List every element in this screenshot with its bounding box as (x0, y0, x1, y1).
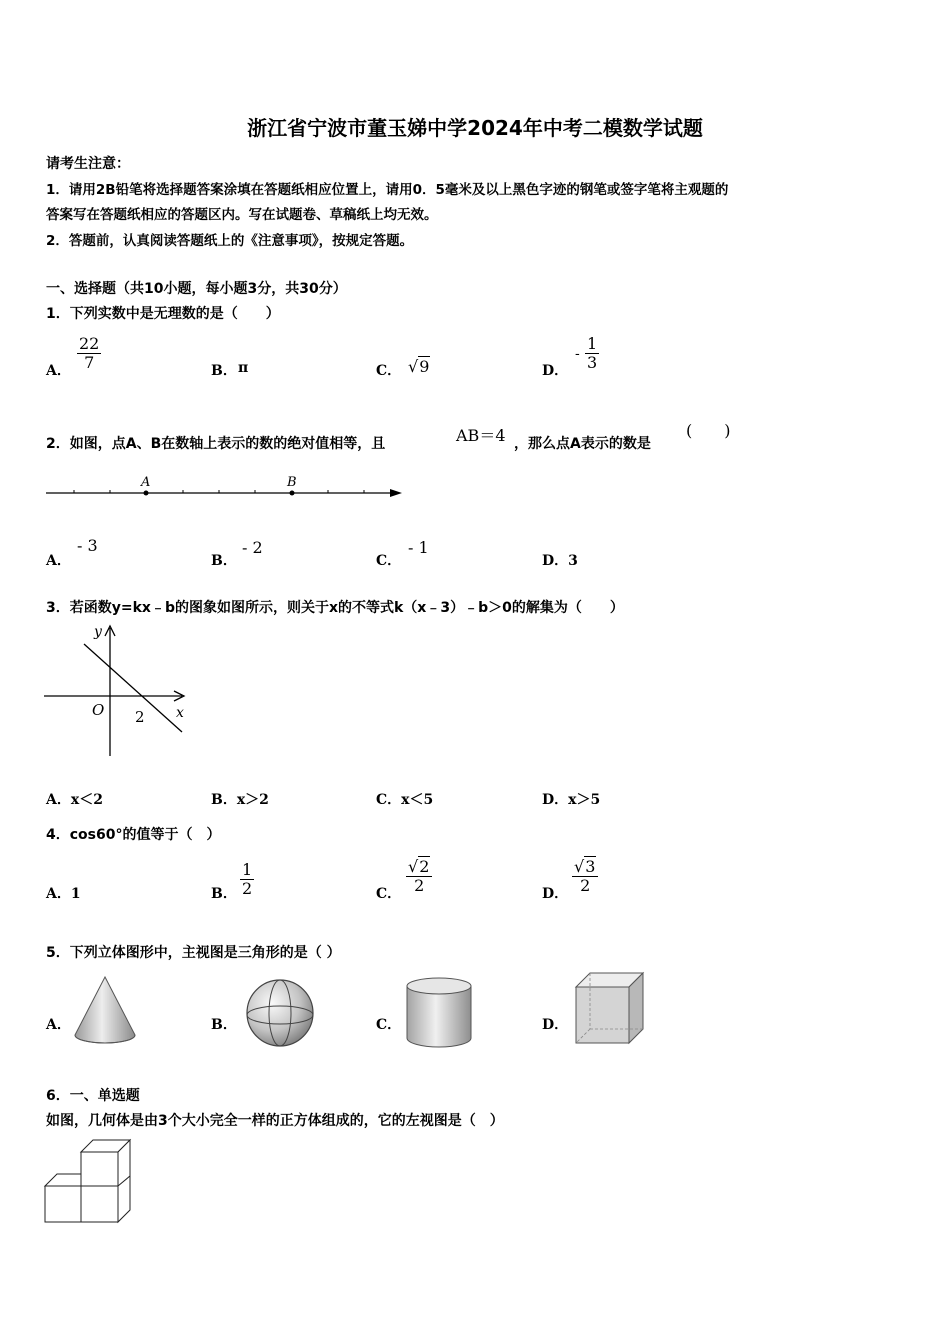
q1-c-radicand: 9 (419, 357, 430, 376)
sqrt-symbol: √ (408, 357, 419, 376)
q4-option-b-fraction (240, 861, 254, 898)
sqrt-symbol: √ (574, 857, 585, 876)
point-b-dot (290, 491, 295, 496)
q4-d-numerator (572, 858, 598, 876)
q4-option-c-label: C． (376, 886, 402, 902)
x-axis-label: x (176, 705, 184, 721)
q1-option-b-label: B． (211, 363, 237, 379)
notice-line-2: 2．答题前，认真阅读答题纸上的《注意事项》，按规定答题。 (46, 233, 414, 249)
q1-a-numerator: 22 (79, 334, 100, 353)
sqrt-symbol: √ (408, 857, 419, 876)
q3-option-d: D．x＞5 (542, 792, 601, 808)
notice-line-1b: 答案写在答题纸相应的答题区内。写在试题卷、草稿纸上均无效。 (46, 207, 438, 223)
x-intercept-label: 2 (135, 708, 145, 726)
section-heading: 一、选择题（共10小题，每小题3分，共30分） (46, 281, 347, 297)
q4-option-a: A．1 (46, 886, 81, 902)
q5-option-b-label: B． (211, 1017, 237, 1033)
notice-heading: 请考生注意： (46, 156, 130, 172)
q4-c-radicand: 2 (419, 857, 430, 876)
q5-option-a-label: A． (46, 1017, 71, 1033)
q2-stem-paren: ( ) (686, 421, 731, 440)
q5-option-c-label: C． (376, 1017, 402, 1033)
q4-stem: 4．cos60°的值等于（ ） (46, 827, 221, 843)
q1-d-minus-sign: - (575, 346, 580, 362)
q5-option-d-label: D． (542, 1017, 569, 1033)
q4-b-numerator: 1 (242, 860, 253, 879)
q2-option-c-label: C． (376, 553, 402, 569)
q2-stem-part-b: ，那么点A表示的数是 (514, 436, 651, 452)
q1-a-denominator: 7 (84, 353, 95, 372)
q6-header: 6．一、单选题 (46, 1088, 140, 1104)
cylinder-image (404, 976, 474, 1050)
cone-image (72, 975, 138, 1047)
point-b-label: B (287, 475, 297, 490)
q1-d-denominator: 3 (587, 353, 598, 372)
q2-option-a-label: A． (46, 553, 71, 569)
q5-stem: 5．下列立体图形中，主视图是三角形的是（ ） (46, 945, 341, 961)
q3-function-graph (42, 622, 192, 760)
q2-option-d: D．3 (542, 553, 578, 569)
q4-c-numerator (406, 858, 432, 876)
number-line-arrow (390, 489, 402, 497)
three-cubes-figure (42, 1138, 136, 1226)
page-title: 浙江省宁波市董玉娣中学2024年中考二模数学试题 (247, 116, 703, 140)
q1-option-d-label: D． (542, 363, 569, 379)
q2-option-b-label: B． (211, 553, 237, 569)
notice-line-1: 1．请用2B铅笔将选择题答案涂填在答题纸相应位置上，请用0．5毫米及以上黑色字迹的钢笔或签字笔将主观题的 (46, 182, 729, 198)
q4-option-d-label: D． (542, 886, 569, 902)
number-line-figure (44, 470, 406, 504)
q6-stem: 如图，几何体是由3个大小完全一样的正方体组成的，它的左视图是（ ） (46, 1113, 504, 1129)
q4-c-denominator: 2 (414, 876, 425, 895)
q3-option-c: C．x＜5 (376, 792, 434, 808)
q2-option-c-value: - 1 (408, 538, 429, 557)
q2-stem-math: AB＝4 (456, 426, 506, 445)
q1-option-a-fraction (77, 335, 101, 372)
q4-b-denominator: 2 (242, 879, 253, 898)
q4-option-b-label: B． (211, 886, 237, 902)
q2-stem-part-a: 2．如图，点A、B在数轴上表示的数的绝对值相等，且 (46, 436, 386, 452)
q1-option-c-sqrt (408, 357, 430, 376)
q1-option-d-fraction (585, 335, 599, 372)
q4-d-denominator: 2 (580, 876, 591, 895)
q3-option-a: A．x＜2 (46, 792, 103, 808)
q4-option-d-fraction (572, 858, 598, 895)
q4-d-radicand: 3 (585, 857, 596, 876)
point-a-label: A (141, 475, 151, 490)
point-a-dot (144, 491, 149, 496)
q2-option-a-value: - 3 (77, 536, 98, 555)
q1-option-a-label: A． (46, 363, 71, 379)
cube-image (574, 971, 646, 1045)
y-axis-label: y (94, 624, 102, 640)
q1-stem: 1．下列实数中是无理数的是（ ） (46, 306, 280, 322)
q1-option-b-value: π (238, 360, 249, 376)
q1-d-numerator: 1 (587, 334, 598, 353)
origin-label: O (92, 701, 105, 719)
sphere-image (244, 977, 316, 1049)
q1-option-c-label: C． (376, 363, 402, 379)
q4-option-c-fraction (406, 858, 432, 895)
q3-option-b: B．x＞2 (211, 792, 269, 808)
q3-stem: 3．若函数y=kx﹣b的图象如图所示，则关于x的不等式k（x﹣3）﹣b＞0的解集为（ ） (46, 600, 624, 616)
q2-option-b-value: - 2 (242, 538, 263, 557)
